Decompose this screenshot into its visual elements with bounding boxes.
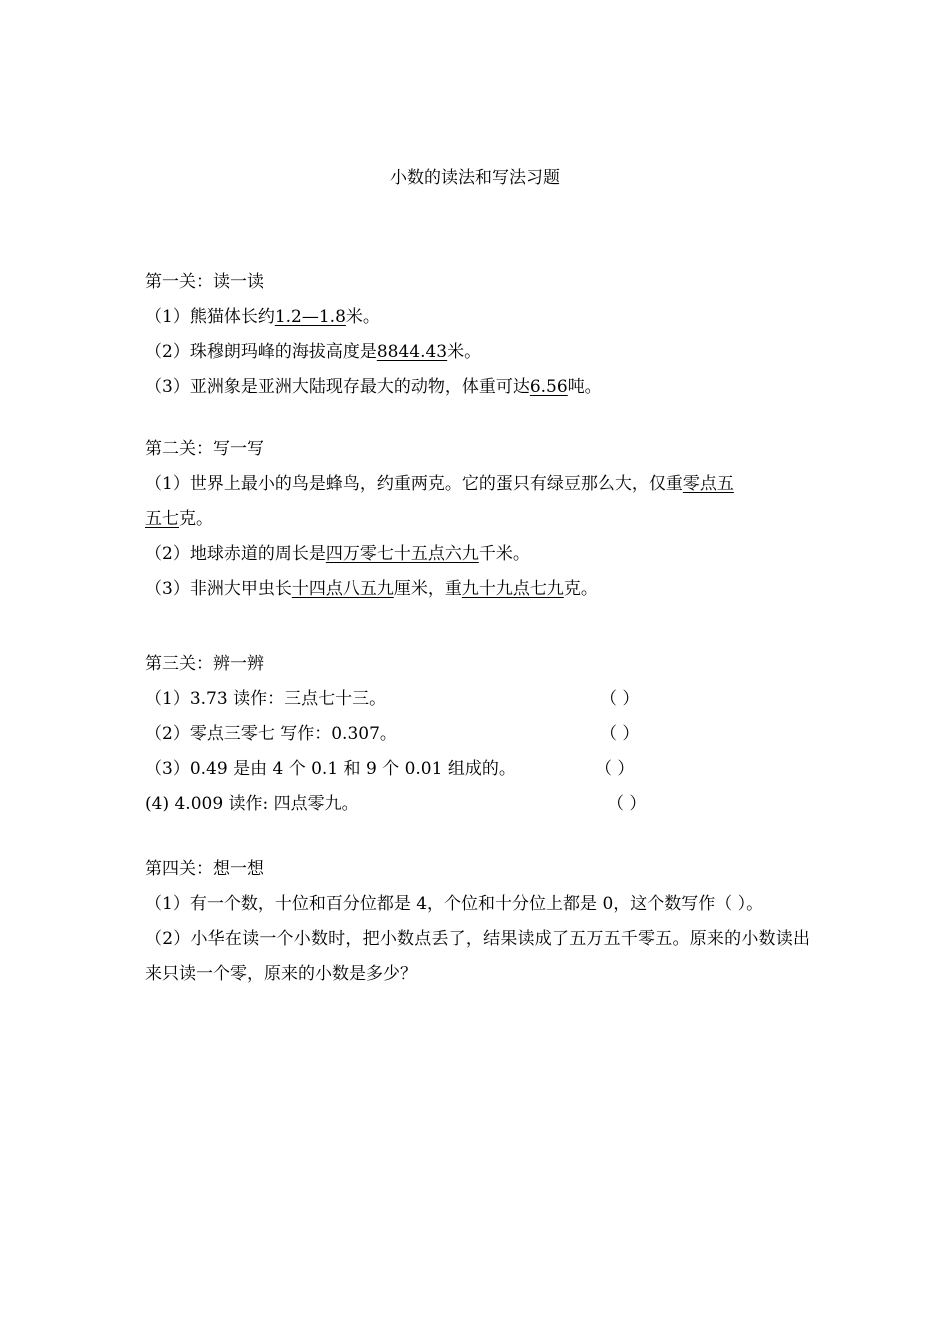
answer-underlined: 十四点八五九 bbox=[291, 579, 394, 599]
question-text: 克。 bbox=[179, 509, 213, 529]
question-text: （2）珠穆朗玛峰的海拔高度是 bbox=[145, 342, 377, 362]
section-heading: 第二关：写一写 bbox=[145, 439, 264, 459]
judge-statement: （1）3.73 读作：三点七十三。 bbox=[145, 689, 387, 709]
judge-statement: (4) 4.009 读作: 四点零九。 bbox=[145, 794, 359, 814]
answer-underlined: 1.2—1.8 bbox=[274, 307, 346, 327]
answer-parentheses: （ ） bbox=[595, 759, 635, 779]
question-text: （1）世界上最小的鸟是蜂鸟，约重两克。它的蛋只有绿豆那么大，仅重 bbox=[145, 474, 683, 494]
answer-underlined: 四万零七十五点六九 bbox=[325, 544, 479, 564]
judge-row bbox=[145, 717, 810, 752]
answer-parentheses: （ ） bbox=[600, 689, 640, 709]
judge-statement: （3）0.49 是由 4 个 0.1 和 9 个 0.01 组成的。 bbox=[145, 759, 516, 779]
question-2-2 bbox=[145, 537, 810, 572]
question-1-2 bbox=[145, 335, 810, 370]
question-text: 米。 bbox=[345, 307, 380, 327]
answer-underlined: 九十九点七九 bbox=[461, 579, 564, 599]
judge-row bbox=[145, 787, 810, 822]
question-2-1 bbox=[145, 467, 810, 537]
judge-statement: （2）零点三零七 写作：0.307。 bbox=[145, 724, 397, 744]
question-text: 米。 bbox=[447, 342, 482, 362]
question-text: 厘米，重 bbox=[393, 579, 462, 599]
answer-parentheses: （ ） bbox=[600, 724, 640, 744]
question-text: （3）亚洲象是亚洲大陆现存最大的动物，体重可达 bbox=[145, 377, 530, 397]
section-read bbox=[145, 265, 810, 405]
question-2-3 bbox=[145, 572, 810, 607]
question-text: （2）地球赤道的周长是 bbox=[145, 544, 326, 564]
answer-parentheses: （ ） bbox=[607, 794, 647, 814]
answer-underlined: 五七 bbox=[145, 509, 179, 529]
question-text: 千米。 bbox=[478, 544, 530, 564]
section-heading: 第四关：想一想 bbox=[145, 859, 264, 879]
section-write bbox=[145, 432, 810, 607]
section-think bbox=[145, 852, 810, 992]
page-title: 小数的读法和写法习题 bbox=[390, 168, 560, 188]
answer-underlined: 8844.43 bbox=[376, 342, 448, 362]
question-text: 克。 bbox=[563, 579, 598, 599]
section-heading: 第三关：辨一辨 bbox=[145, 654, 264, 674]
question-4-1: （1）有一个数，十位和百分位都是 4，个位和十分位上都是 0，这个数写作（ ）。 bbox=[145, 894, 764, 914]
question-text: 吨。 bbox=[567, 377, 602, 397]
question-4-2: （2）小华在读一个小数时，把小数点丢了，结果读成了五万五千零五。原来的小数读出来只读一个零，原来的小数是多少？ bbox=[145, 929, 810, 984]
question-1-1 bbox=[145, 300, 810, 335]
section-heading: 第一关：读一读 bbox=[145, 272, 264, 292]
answer-underlined: 零点五 bbox=[682, 474, 734, 494]
question-text: （3）非洲大甲虫长 bbox=[145, 579, 292, 599]
question-text: （1）熊猫体长约 bbox=[145, 307, 275, 327]
section-judge bbox=[145, 647, 810, 822]
judge-row bbox=[145, 682, 810, 717]
judge-row bbox=[145, 752, 810, 787]
question-1-3 bbox=[145, 370, 810, 405]
answer-underlined: 6.56 bbox=[529, 377, 568, 397]
